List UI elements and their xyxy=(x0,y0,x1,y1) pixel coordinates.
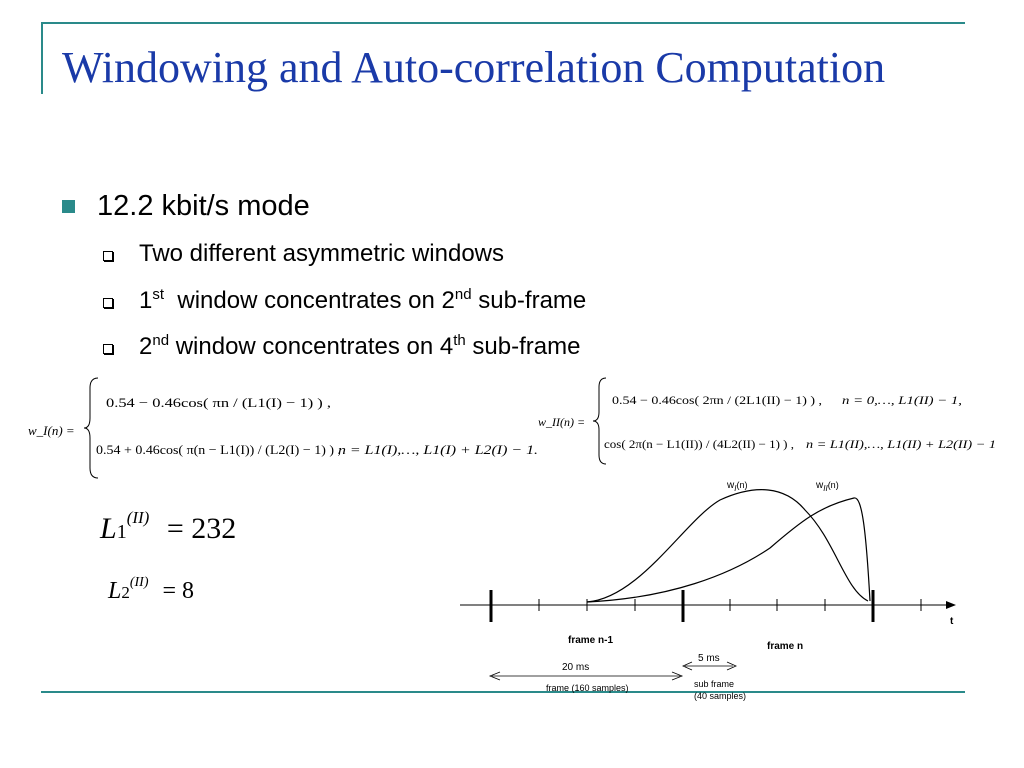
sub-bullet-2 xyxy=(103,286,586,315)
formula-w2-case1: 0.54 − 0.46cos( 2πn / (2L1(II) − 1) ) , xyxy=(612,393,822,407)
frame-samples-label: frame (160 samples) xyxy=(546,683,629,693)
t-label: t xyxy=(950,616,954,627)
frame-cur-label: frame n xyxy=(767,641,804,652)
w2-label: $w_{II}(n)$ xyxy=(816,480,839,493)
slide-title: Windowing and Auto-correlation Computation xyxy=(62,43,886,92)
hollow-square-bullet-icon xyxy=(103,251,113,261)
frame-prev-label: frame n-1 xyxy=(568,635,614,646)
bullet-main xyxy=(62,190,310,223)
formula-w2-lhs: w_II(n) = xyxy=(538,415,586,429)
hollow-square-bullet-icon xyxy=(103,298,113,308)
brace-icon xyxy=(84,378,98,478)
sub-bullet-3 xyxy=(103,332,580,361)
window-curve-w1 xyxy=(587,490,868,602)
axis-arrow-icon xyxy=(946,601,956,609)
subframe-samples-label: (40 samples) xyxy=(694,691,747,701)
brace-icon xyxy=(593,378,606,464)
sub-bullet-1 xyxy=(103,240,504,268)
formula-w1-case1: 0.54 − 0.46cos( πn / (L1(I) − 1) ) , xyxy=(106,395,331,410)
w1-label: $w_I(n)$ xyxy=(727,480,748,493)
param-l2: $L2^{(II)} = 8$ xyxy=(108,575,195,604)
sub-bullet-text: Two different asymmetric windows xyxy=(139,240,505,267)
formula-w2-cond1: n = 0,…, L1(II) − 1, xyxy=(842,393,962,407)
ms20-label: 20 ms xyxy=(562,662,590,673)
formula-w1 xyxy=(22,374,542,482)
window-curve-w2 xyxy=(587,498,870,602)
formula-w2-cond2: n = L1(II),…, L1(II) + L2(II) − 1 xyxy=(806,437,996,451)
formula-w2 xyxy=(536,374,1006,474)
formula-w2-case2: cos( 2π(n − L1(II)) / (4L2(II) − 1) ) , xyxy=(604,437,794,451)
hollow-square-bullet-icon xyxy=(103,344,113,354)
subframe-label: sub frame xyxy=(694,679,735,689)
sub-bullet-text: 2nd window concentrates on 4th sub-frame xyxy=(139,332,581,360)
formula-w1-cond2: n = L1(I),…, L1(I) + L2(I) − 1. xyxy=(338,442,538,457)
formula-w1-lhs: w_I(n) = xyxy=(28,423,75,438)
param-l1: $L1^{(II)} = 232$ xyxy=(100,508,237,545)
formula-w1-case2: 0.54 + 0.46cos( π(n − L1(I)) / (L2(I) − 1) ) , xyxy=(96,442,341,457)
ms5-label: 5 ms xyxy=(698,653,720,664)
window-diagram xyxy=(440,470,980,710)
left-border xyxy=(41,22,43,94)
bullet-main-text: 12.2 kbit/s mode xyxy=(97,190,310,222)
top-border xyxy=(41,22,965,24)
square-bullet-icon xyxy=(62,200,75,213)
sub-bullet-text: 1st window concentrates on 2nd sub-frame xyxy=(139,286,587,314)
